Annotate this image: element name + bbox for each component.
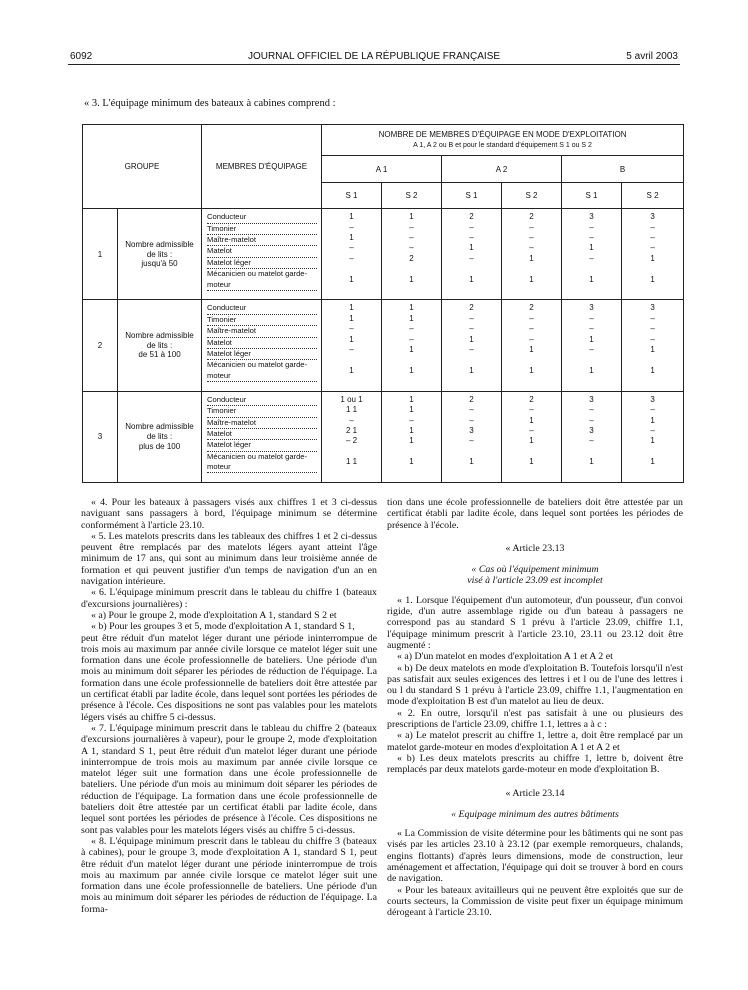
crew-count: 1: [409, 457, 414, 467]
crew-count: 1: [409, 345, 414, 355]
crew-count: [322, 355, 381, 365]
crew-count: [502, 355, 561, 365]
crew-count: 1: [529, 415, 534, 425]
crew-roles: [202, 391, 322, 482]
col-header-groupe: GROUPE: [83, 125, 202, 209]
crew-count: 3: [650, 394, 655, 404]
crew-count: 1: [469, 457, 474, 467]
crew-count: –: [409, 233, 414, 243]
col-header-main-line2: A 1, A 2 ou B et pour le standard d'équipement S 1 ou S 2: [413, 141, 592, 149]
crew-count: 1: [589, 334, 594, 344]
crew-roles: [202, 300, 322, 391]
crew-role: Matelot léger: [207, 258, 317, 269]
crew-count-cell: [622, 391, 684, 482]
group-number: 2: [83, 300, 118, 391]
crew-count: 1 ou 1: [340, 394, 363, 404]
crew-role: Conducteur: [207, 212, 317, 223]
crew-count-cell: [622, 300, 684, 391]
paragraph: « Pour les bateaux avitailleurs qui ne peuvent être exploités que sur de courts secteurs, la Commission de visite peut fixer un équipage minimum dérogeant à l'article 23.10.: [387, 884, 683, 919]
group-description-line: de lits :: [146, 340, 173, 350]
group-row: [83, 209, 684, 300]
group-row: [83, 391, 684, 482]
intro-line: « 3. L'équipage minimum des bateaux à cabines comprend :: [84, 98, 336, 109]
crew-count: [322, 264, 381, 274]
group-number: 3: [83, 391, 118, 482]
crew-count: [562, 264, 621, 274]
crew-count: 2: [529, 212, 534, 222]
crew-role: Mécanicien ou matelot garde-: [207, 360, 308, 370]
crew-count-cell: [442, 209, 502, 300]
crew-count: 1: [529, 345, 534, 355]
group-number: 1: [83, 209, 118, 300]
crew-count: 1: [349, 334, 354, 344]
crew-count: –: [589, 222, 594, 232]
crew-count: [562, 355, 621, 365]
journal-title: JOURNAL OFFICIEL DE LA RÉPUBLIQUE FRANÇAISE: [247, 51, 501, 62]
crew-count: 2: [469, 394, 474, 404]
crew-roles: [202, 209, 322, 300]
crew-count: –: [529, 334, 534, 344]
crew-count: –: [349, 324, 354, 334]
paragraph: « 1. Lorsque l'équipement d'un automoteur, d'un pousseur, d'un convoi rigide, d'un autre assemblage rigide ou d'un bateau à passagers ne correspond pas au standard S 1 prévu à l'article 23.09, chiffre 1.1, l'équipage minimum prescrit à l'article 23.10, 23.11 ou 23.12 doit être augmenté :: [387, 594, 683, 651]
paragraph: « 7. L'équipage minimum prescrit dans le tableau du chiffre 2 (bateaux d'excursions journalières à vapeur), pour le groupe 2, mode d'exploitation A 1, standard S 1, peut être réduit d'un matelot léger durant une période ininterrompue de trois mois au maximum par année civile lorsque ce matelot léger suit une formation dans une école professionnelle de bateliers. Une période d'un mois au minimum doit séparer les périodes de réduction de l'équipage. La formation dans une école professionnelle de bateliers doit être attestée par un certificat établi par ladite école, dans lequel sont portées les périodes de présence à l'école. Ces dispositions ne sont pas valables pour les matelots légers visés au chiffre 5 ci-dessus.: [81, 722, 377, 836]
crew-count: –: [529, 243, 534, 253]
crew-count: 1: [650, 345, 655, 355]
crew-count: 1: [589, 365, 594, 375]
crew-count: –: [589, 233, 594, 243]
crew-count-cell: [502, 391, 562, 482]
crew-count: 2 1: [345, 425, 358, 435]
crew-count: –: [650, 425, 655, 435]
crew-count: 1: [409, 274, 414, 284]
crew-count: –: [409, 243, 414, 253]
paragraph: « b) De deux matelots en mode d'exploitation B. Toutefois lorsqu'il n'est pas satisfait aux seules exigences des lettres i et l ou de l'une des lettres i ou l du standard S 1 prévu à l'article 23.09, chiffre 1.1, l'augmentation en mode d'exploitation B est d'un matelot au lieu de deux.: [387, 662, 683, 708]
crew-role: Matelot léger: [207, 440, 317, 451]
crew-count: [382, 355, 441, 365]
crew-count: –: [469, 253, 474, 263]
group-description-line: Nombre admissible: [125, 239, 194, 249]
crew-count: 1: [650, 415, 655, 425]
standard-header: S 2: [502, 183, 562, 209]
crew-count: 1: [469, 274, 474, 284]
col-header-main: [322, 125, 684, 156]
crew-count: [382, 264, 441, 274]
crew-count: 1: [529, 253, 534, 263]
crew-count: [382, 447, 441, 457]
crew-count: –: [589, 345, 594, 355]
crew-role: moteur: [207, 371, 317, 382]
crew-count: 1: [650, 274, 655, 284]
paragraph: « b) Les deux matelots prescrits au chiffre 1, lettre b, doivent être remplacés par deux matelots garde-moteur en mode d'exploitation B.: [387, 752, 683, 776]
article-heading: « Cas où l'équipement minimum visé à l'article 23.09 est incomplet: [467, 564, 603, 587]
crew-count: [322, 447, 381, 457]
crew-count: 1: [529, 436, 534, 446]
crew-role: Timonier: [207, 406, 317, 417]
crew-count: 1: [469, 243, 474, 253]
paragraph: « a) Le matelot prescrit au chiffre 1, lettre a, doit être remplacé par un matelot garde-moteur en modes d'exploitation A 1 et A 2 et: [387, 730, 683, 753]
group-description-line: de 51 à 100: [138, 350, 181, 360]
crew-count: 1: [409, 365, 414, 375]
col-header-membres: MEMBRES D'ÉQUIPAGE: [202, 125, 322, 209]
crew-count: [622, 447, 683, 457]
right-column: [387, 497, 683, 919]
crew-count: –: [529, 233, 534, 243]
crew-count-cell: [382, 209, 442, 300]
crew-count: 2: [409, 253, 414, 263]
crew-count: 1: [529, 274, 534, 284]
crew-count: 1: [349, 274, 354, 284]
crew-role: Matelot: [207, 246, 317, 257]
group-description-line: Nombre admissible: [125, 422, 194, 432]
crew-count: –: [650, 233, 655, 243]
crew-count-cell: [322, 300, 382, 391]
crew-count: 1: [409, 425, 414, 435]
paragraph: tion dans une école professionnelle de bateliers doit être attestée par un certificat établi par ladite école, dans lequel sont portées les périodes de présence à l'école.: [387, 497, 683, 531]
crew-count: –: [529, 425, 534, 435]
crew-count: 1: [650, 436, 655, 446]
article-title: « Article 23.14: [505, 787, 565, 799]
crew-count: –: [650, 243, 655, 253]
paragraph: peut être réduit d'un matelot léger durant une période ininterrompue de trois mois au maximum par année civile lorsque ce matelot léger suit une formation dans une école professionnelle de bateliers. Une période d'un mois au minimum doit séparer les périodes de réduction de l'équipage. La formation dans une école professionnelle de bateliers doit être attestée par un certificat établi par ladite école, dans lequel sont portées les périodes de présence à l'école. Ces dispositions ne sont pas valables pour les matelots légers visés au chiffre 5 ci-dessus.: [81, 632, 377, 723]
crew-count: –: [650, 222, 655, 232]
header-rule: [68, 64, 680, 65]
mode-header: A 1: [322, 156, 442, 183]
crew-count: – 2: [345, 436, 358, 446]
crew-count: –: [469, 405, 474, 415]
crew-role: moteur: [207, 462, 317, 473]
crew-role: Timonier: [207, 315, 317, 326]
crew-count: [502, 447, 561, 457]
paragraph: « a) D'un matelot en modes d'exploitation A 1 et A 2 et: [397, 651, 613, 663]
crew-count: 1: [349, 233, 354, 243]
crew-role: Conducteur: [207, 395, 317, 406]
crew-count-cell: [442, 391, 502, 482]
crew-count: 1: [589, 243, 594, 253]
crew-count-cell: [502, 209, 562, 300]
crew-count: 1: [589, 457, 594, 467]
paragraph: « 2. En outre, lorsqu'il n'est pas satisfait à une ou plusieurs des prescriptions de l'article 23.09, chiffre 1.1, lettres a à c :: [387, 707, 683, 731]
crew-role: Timonier: [207, 224, 317, 235]
standard-header: S 1: [442, 183, 502, 209]
crew-count: –: [650, 334, 655, 344]
crew-count: 2: [529, 303, 534, 313]
crew-count: –: [529, 405, 534, 415]
crew-count: 1: [589, 274, 594, 284]
crew-role: Conducteur: [207, 303, 317, 314]
group-description-line: jusqu'à 50: [141, 259, 178, 269]
crew-count: –: [589, 405, 594, 415]
crew-count-cell: [382, 391, 442, 482]
col-header-main-line1: NOMBRE DE MEMBRES D'ÉQUIPAGE EN MODE D'EXPLOITATION: [378, 130, 627, 140]
crew-count: 3: [589, 425, 594, 435]
crew-count-cell: [382, 300, 442, 391]
page-number: 6092: [70, 51, 93, 62]
crew-count: –: [589, 436, 594, 446]
crew-count: –: [529, 313, 534, 323]
standard-header: S 1: [322, 183, 382, 209]
crew-count: –: [349, 243, 354, 253]
crew-count: 1: [409, 405, 414, 415]
crew-count: 1: [409, 436, 414, 446]
article-heading: « Equipage minimum des autres bâtiments: [451, 808, 619, 820]
crew-count: [502, 264, 561, 274]
standard-header: S 2: [622, 183, 684, 209]
group-row: [83, 300, 684, 391]
crew-count-cell: [562, 209, 622, 300]
crew-count: 2: [529, 394, 534, 404]
group-description-line: de lits :: [146, 432, 173, 442]
crew-count: [622, 355, 683, 365]
paragraph: « 6. L'équipage minimum prescrit dans le tableau du chiffre 1 (bateaux d'excursions journalières) :: [81, 587, 377, 610]
standard-header: S 2: [382, 183, 442, 209]
crew-count: 1: [529, 365, 534, 375]
crew-count: –: [469, 345, 474, 355]
issue-date: 5 avril 2003: [626, 51, 678, 62]
crew-count: –: [349, 415, 354, 425]
crew-count: –: [469, 415, 474, 425]
crew-count: –: [589, 253, 594, 263]
crew-count: –: [650, 313, 655, 323]
group-description: [118, 209, 202, 300]
crew-count: 1: [650, 253, 655, 263]
crew-count: 2: [469, 303, 474, 313]
crew-count-cell: [442, 300, 502, 391]
crew-count: 1: [529, 457, 534, 467]
mode-header: B: [562, 156, 684, 183]
group-description-line: Nombre admissible: [125, 331, 194, 341]
crew-count: 1: [650, 457, 655, 467]
crew-count: –: [589, 313, 594, 323]
crew-count: [442, 355, 501, 365]
crew-count-cell: [562, 300, 622, 391]
crew-role: Maître-matelot: [207, 326, 317, 337]
crew-count-cell: [502, 300, 562, 391]
crew-count: –: [469, 222, 474, 232]
paragraph: « 5. Les matelots prescrits dans les tableaux des chiffres 1 et 2 ci-dessus peuvent être remplacés par des matelots légers ayant atteint l'âge minimum de 17 ans, qui sont au minimum dans leur troisième année de formation et qui peuvent justifier d'un temps de navigation d'un an en navigation intérieure.: [81, 530, 377, 588]
paragraph: « b) Pour les groupes 3 et 5, mode d'exploitation A 1, standard S 1,: [91, 621, 355, 633]
crew-count: –: [409, 334, 414, 344]
crew-count: –: [589, 324, 594, 334]
crew-count: 1: [349, 303, 354, 313]
crew-count: –: [529, 324, 534, 334]
crew-count: 1: [469, 365, 474, 375]
crew-count: –: [650, 324, 655, 334]
crew-count: 1: [409, 303, 414, 313]
crew-role: Maître-matelot: [207, 235, 317, 246]
crew-count: 1 1: [345, 457, 358, 467]
crew-count: 3: [650, 212, 655, 222]
crew-count: 2: [469, 212, 474, 222]
article-title: « Article 23.13: [505, 542, 565, 554]
group-description: [118, 391, 202, 482]
crew-count: 1: [409, 212, 414, 222]
crew-count: 1: [469, 334, 474, 344]
crew-count: –: [409, 222, 414, 232]
crew-count: 3: [589, 394, 594, 404]
crew-count: 3: [589, 212, 594, 222]
crew-role: Mécanicien ou matelot garde-: [207, 451, 308, 461]
crew-count: [562, 447, 621, 457]
crew-count: –: [349, 345, 354, 355]
crew-count: –: [409, 324, 414, 334]
crew-count: –: [409, 415, 414, 425]
crew-count: [622, 264, 683, 274]
crew-count: [442, 264, 501, 274]
crew-count: [442, 447, 501, 457]
crew-count: 1: [650, 365, 655, 375]
crew-count: –: [650, 405, 655, 415]
crew-count-cell: [562, 391, 622, 482]
paragraph: « La Commission de visite détermine pour les bâtiments qui ne sont pas visés par les articles 23.10 à 23.12 (par exemple remorqueurs, chalands, engins flottants) d'après leurs dimensions, mode de construction, leur aménagement et affectation, l'équipage qui doit se trouver à bord en cours de navigation.: [387, 828, 683, 885]
crew-count: –: [529, 222, 534, 232]
crew-count: 1 1: [345, 405, 358, 415]
crew-role: Mécanicien ou matelot garde-: [207, 269, 308, 279]
crew-role: Matelot: [207, 338, 317, 349]
crew-count: 1: [409, 394, 414, 404]
crew-count: 1: [349, 365, 354, 375]
mode-header: A 2: [442, 156, 562, 183]
paragraph: « 8. L'équipage minimum prescrit dans le tableau du chiffre 3 (bateaux à cabines), pour le groupe 3, mode d'exploitation A 1, standard S 1, peut être réduit d'un matelot léger durant une période ininterrompue de trois mois au maximum par année civile lorsque ce matelot léger suit une formation dans une école professionnelle de bateliers. Une période d'un mois au minimum doit séparer les périodes de réduction de l'équipage. La forma-: [81, 835, 377, 915]
crew-role: Matelot léger: [207, 349, 317, 360]
crew-count: –: [469, 313, 474, 323]
group-description: [118, 300, 202, 391]
crew-count-cell: [622, 209, 684, 300]
crew-role: moteur: [207, 280, 317, 291]
group-description-line: plus de 100: [138, 441, 181, 451]
crew-count-cell: [322, 391, 382, 482]
standard-header: S 1: [562, 183, 622, 209]
crew-count: 1: [409, 313, 414, 323]
crew-role: Maître-matelot: [207, 418, 317, 429]
crew-count: –: [469, 436, 474, 446]
paragraph: « a) Pour le groupe 2, mode d'exploitation A 1, standard S 2 et: [91, 609, 337, 621]
crew-count: 3: [589, 303, 594, 313]
crew-count: –: [349, 253, 354, 263]
crew-count: 3: [469, 425, 474, 435]
left-column: [81, 497, 377, 915]
crew-table: [82, 124, 684, 483]
crew-count: 3: [650, 303, 655, 313]
paragraph: « 4. Pour les bateaux à passagers visés aux chiffres 1 et 3 ci-dessus naviguant sans passagers à bord, l'équipage minimum se détermine conformément à l'article 23.10.: [81, 497, 377, 531]
crew-count: –: [469, 233, 474, 243]
crew-count: –: [349, 222, 354, 232]
crew-count-cell: [322, 209, 382, 300]
crew-role: Matelot: [207, 429, 317, 440]
crew-count: –: [589, 415, 594, 425]
group-description-line: de lits :: [146, 249, 173, 259]
crew-count: 1: [349, 212, 354, 222]
crew-count: –: [469, 324, 474, 334]
crew-count: 1: [349, 313, 354, 323]
